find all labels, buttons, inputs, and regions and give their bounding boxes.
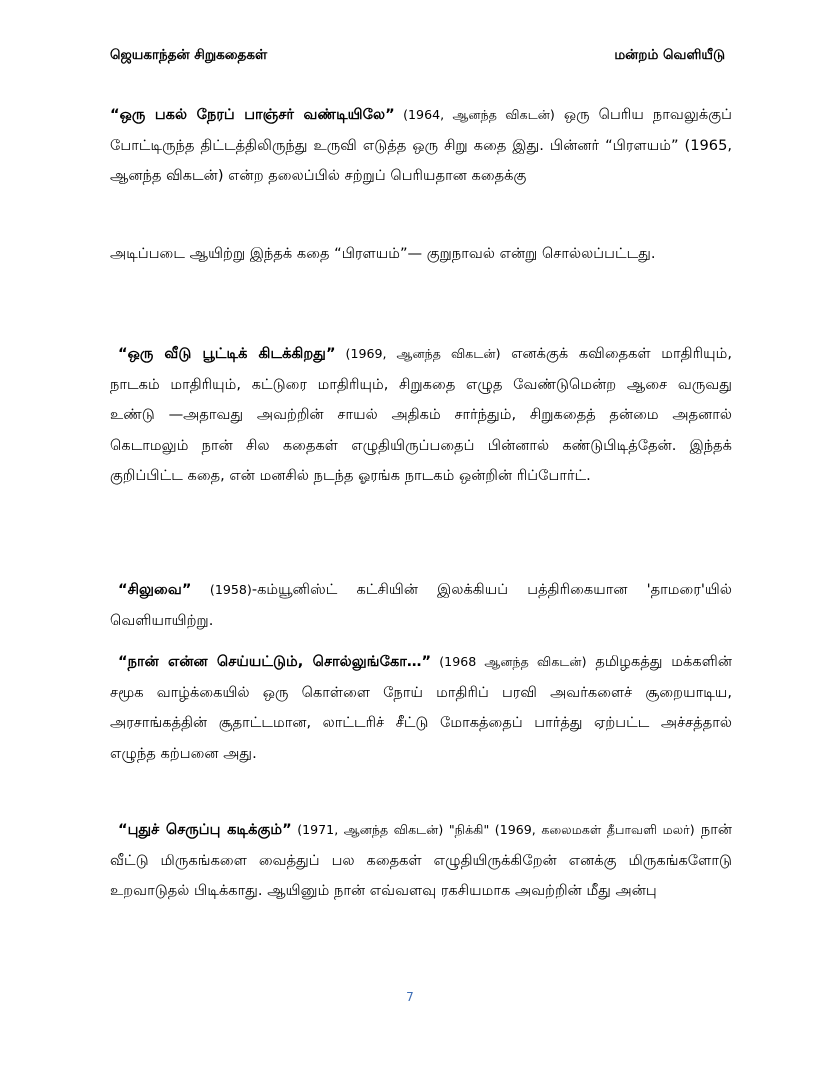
paragraph-oru-veedu: [110, 339, 732, 492]
paragraph-continuation: [110, 239, 732, 270]
paragraph-puthu-seruppu: [110, 815, 732, 907]
story-title: “நான் என்ன செய்யட்டும், சொல்லுங்கோ…”: [118, 653, 432, 670]
story-year-source: (1971, ஆனந்த விகடன்) "நிக்கி" (1969, கலைமகள் தீபாவளி மலர்): [291, 822, 695, 837]
header-publisher: மன்றம் வெளியீடு: [614, 47, 725, 63]
story-title: “ஒரு வீடு பூட்டிக் கிடக்கிறது”: [118, 345, 336, 362]
paragraph-siluvai: [110, 575, 732, 636]
paragraph-text: எனக்குக் கவிதைகள் மாதிரியும், நாடகம் மாதிரியும், கட்டுரை மாதிரியும், சிறுகதை எழுத வேண்டுமென்ற ஆசை வருவது உண்டு —அதாவது அவற்றின் சாயல் அதிகம் சார்ந்தும், சிறுகதைத் தன்மை அதனால் கெடாமலும் நான் சில கதைகள் எழுதியிருப்பதைப் பின்னால் கண்டுபிடித்தேன். இந்தக் குறிப்பிட்ட கதை, என் மனசில் நடந்த ஓரங்க நாடகம் ஒன்றின் ரிப்போர்ட்.: [110, 345, 733, 484]
story-year-source: (1968 ஆனந்த விகடன்): [431, 654, 587, 669]
story-title: “சிலுவை”: [118, 581, 192, 598]
story-year-source: (1964, ஆனந்த விகடன்): [394, 107, 555, 122]
paragraph-naan-enna: [110, 647, 732, 769]
paragraph-text: நான் வீட்டு மிருகங்களை வைத்துப் பல கதைகள் எழுதியிருக்கிறேன் எனக்கு மிருகங்களோடு உறவாடுதல் பிடிக்காது. ஆயினும் நான் எவ்வளவு ரகசியமாக அவற்றின் மீது அன்பு: [110, 821, 732, 899]
paragraph-text: அடிப்படை ஆயிற்று இந்தக் கதை “பிரளயம்”— குறுநாவல் என்று சொல்லப்பட்டது.: [110, 245, 656, 262]
paragraph-text: ஒரு பெரிய நாவலுக்குப் போட்டிருந்த திட்டத்திலிருந்து உருவி எடுத்த ஒரு சிறு கதை இது. பின்னர் “பிரளயம்” (1965, ஆனந்த விகடன்) என்ற தலைப்பில் சற்றுப் பெரியதான கதைக்கு: [110, 106, 732, 184]
page-number: 7: [406, 990, 414, 1004]
running-header: [110, 47, 725, 69]
paragraph-text: -கம்யூனிஸ்ட் கட்சியின் இலக்கியப் பத்திரிகையான 'தாமரை'யில் வெளியாயிற்று.: [110, 581, 732, 629]
header-book-title: ஜெயகாந்தன் சிறுகதைகள்: [110, 47, 268, 63]
paragraph-pagal-neram: [110, 100, 732, 192]
story-title: “ஒரு பகல் நேரப் பாஞ்சர் வண்டியிலே”: [110, 106, 395, 123]
story-year-source: (1958): [191, 582, 252, 597]
story-title: “புதுச் செருப்பு கடிக்கும்”: [118, 821, 292, 838]
paragraph-text: தமிழகத்து மக்களின் சமூக வாழ்க்கையில் ஒரு கொள்ளை நோய் மாதிரிப் பரவி அவர்களைச் சூறையாடிய, அரசாங்கத்தின் சூதாட்டமான, லாட்டரிச் சீட்டு மோகத்தைப் பார்த்து ஏற்பட்ட அச்சத்தால் எழுந்த கற்பனை அது.: [110, 653, 733, 762]
story-year-source: (1969, ஆனந்த விகடன்): [335, 346, 501, 361]
